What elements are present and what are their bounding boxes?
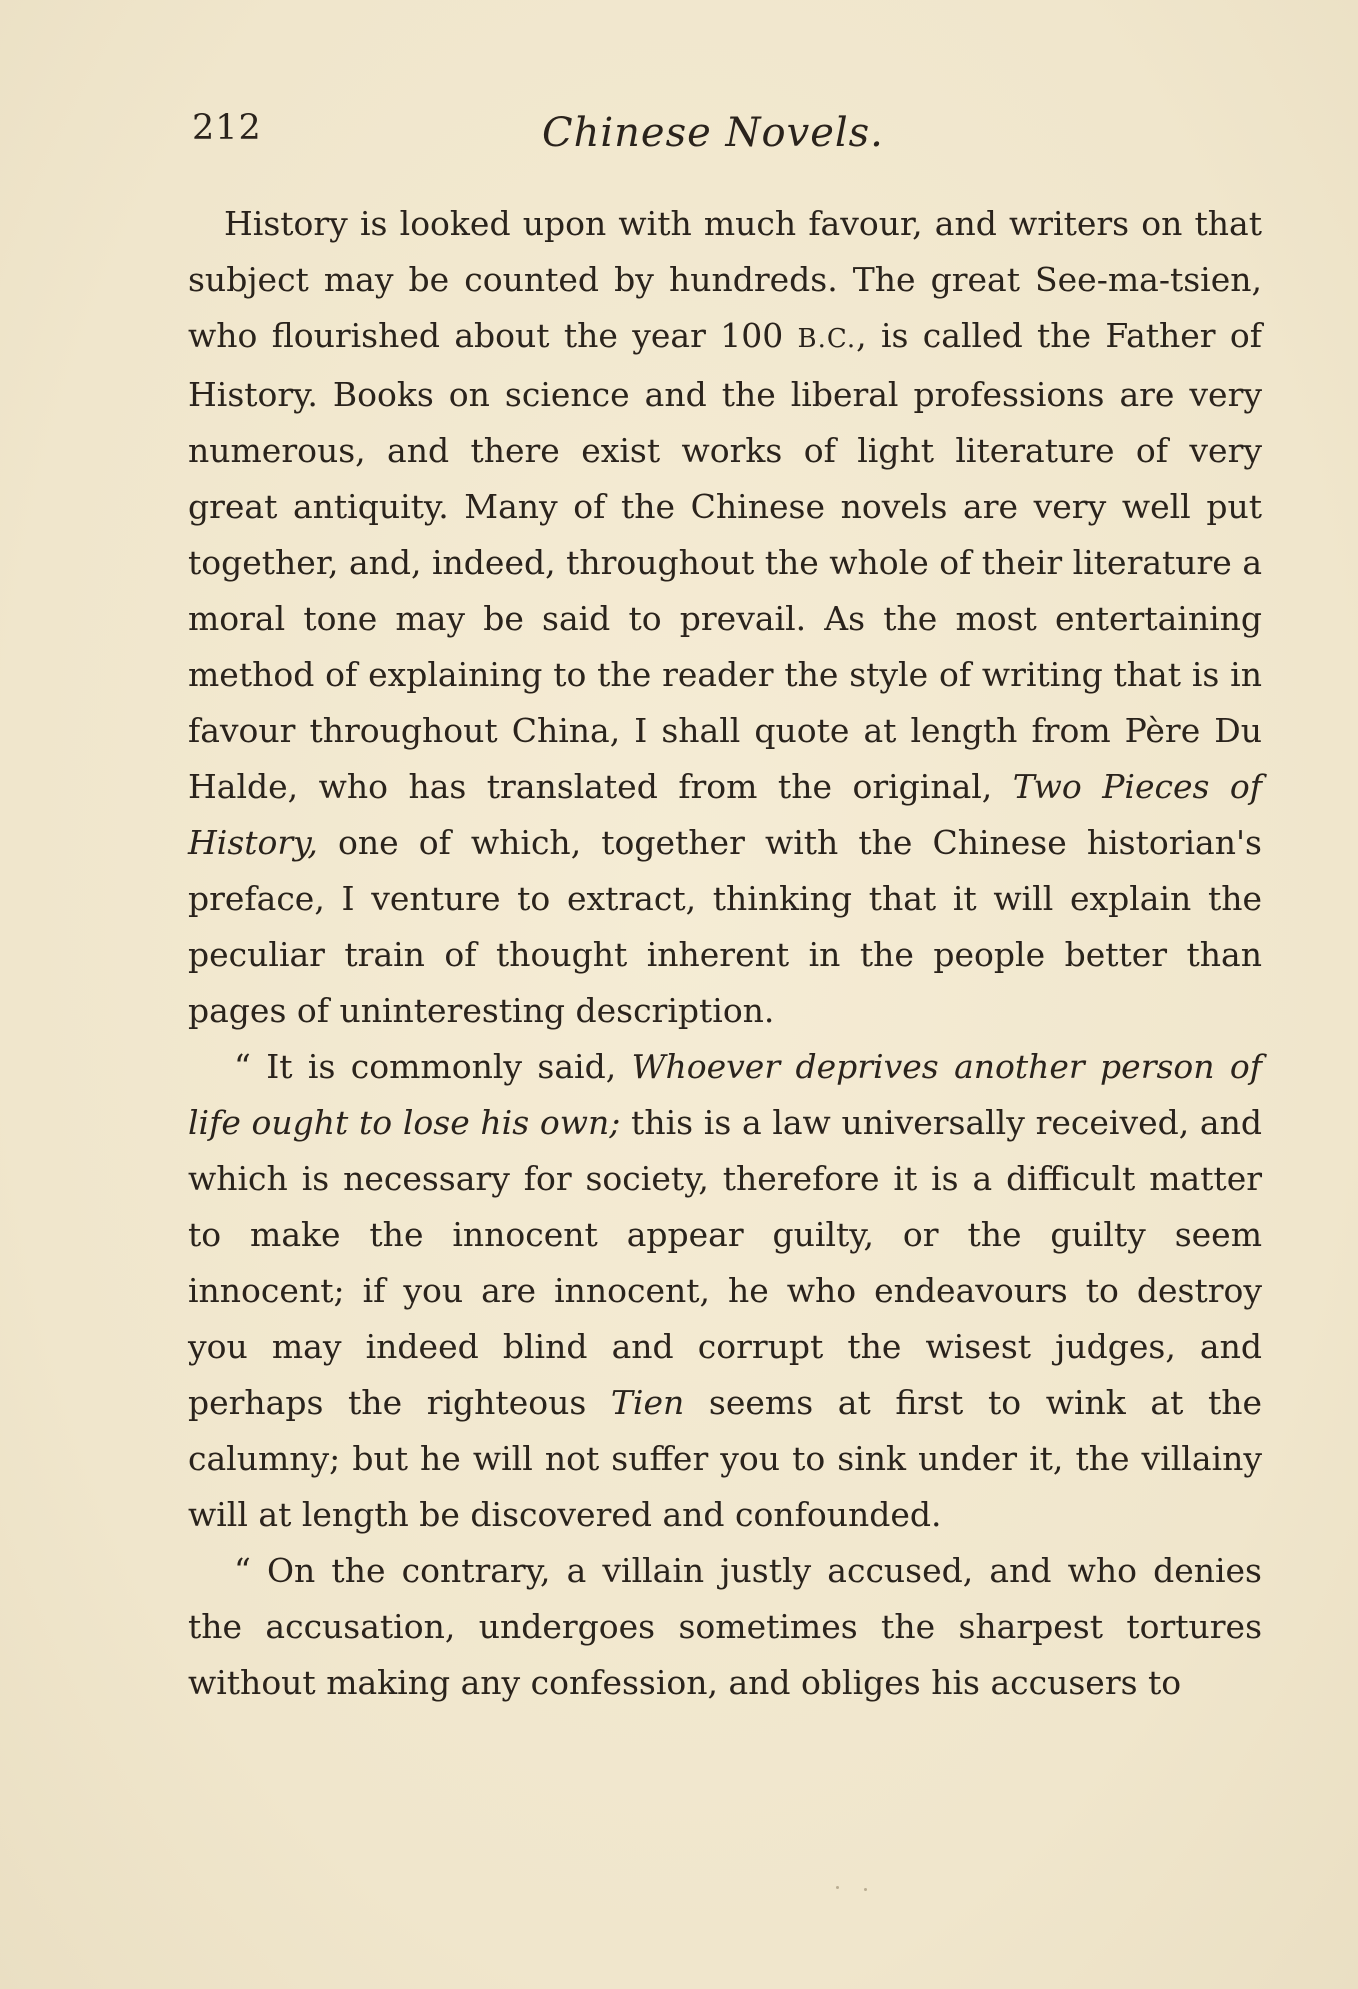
paragraph-quote-1	[188, 1039, 1262, 1543]
text-segment-italic: Tien	[610, 1383, 685, 1422]
text-segment: , is called the Father of History. Books on science and the liberal professions are very numerous, and there exist works of light literature of very great antiquity. Many of the Chinese novels are very well put together, and, indeed, throughout the whole of their literature a moral tone may be said to prevail. As the most entertaining method of explaining to the reader the style of writing that is in favour throughout China, I shall quote at length from Père Du Halde, who has translated from the original,	[188, 316, 1262, 806]
text-segment: seems at first to wink at the calumny; but he will not suffer you to sink under it, the villainy will at length be discovered and confounded.	[188, 1383, 1263, 1534]
text-segment: History is looked upon with much favour, and writers on that subject may be counted by hundreds. The great See-ma-tsien, who flourished about the year 100	[188, 204, 1262, 355]
body-text	[188, 196, 1262, 1711]
paragraph-quote-2	[188, 1543, 1262, 1711]
text-segment-italic: Two Pieces of History,	[188, 767, 1262, 862]
page-header	[192, 108, 1262, 178]
paragraph-history	[188, 196, 1262, 1039]
text-segment: this is a law universally received, and which is necessary for society, therefore it is a difficult matter to make the innocent appear guilty, or the guilty seem innocent; if you are innocent, he who endeavours to destroy you may indeed blind and corrupt the wisest judges, and perhaps the righteous	[188, 1103, 1262, 1422]
text-segment: “ On the contrary, a villain justly accused, and who denies the accusation, undergoes sometimes the sharpest tortures without making any confession, and obliges his accusers to	[188, 1551, 1262, 1702]
paper-speck	[864, 1888, 867, 1891]
paper-speck	[836, 1886, 839, 1889]
page-number: 212	[192, 108, 262, 148]
text-segment-italic: Whoever deprives another person of life ought to lose his own;	[188, 1047, 1262, 1142]
text-segment: “ It is commonly said,	[234, 1047, 632, 1086]
text-segment: one of which, together with the Chinese historian's preface, I venture to extract, thinking that it will explain the peculiar train of thought inherent in the people better than pages of uninteresting description.	[188, 823, 1262, 1030]
text-segment-small-caps: B.C.	[797, 324, 857, 354]
running-title: Chinese Novels.	[542, 110, 884, 156]
